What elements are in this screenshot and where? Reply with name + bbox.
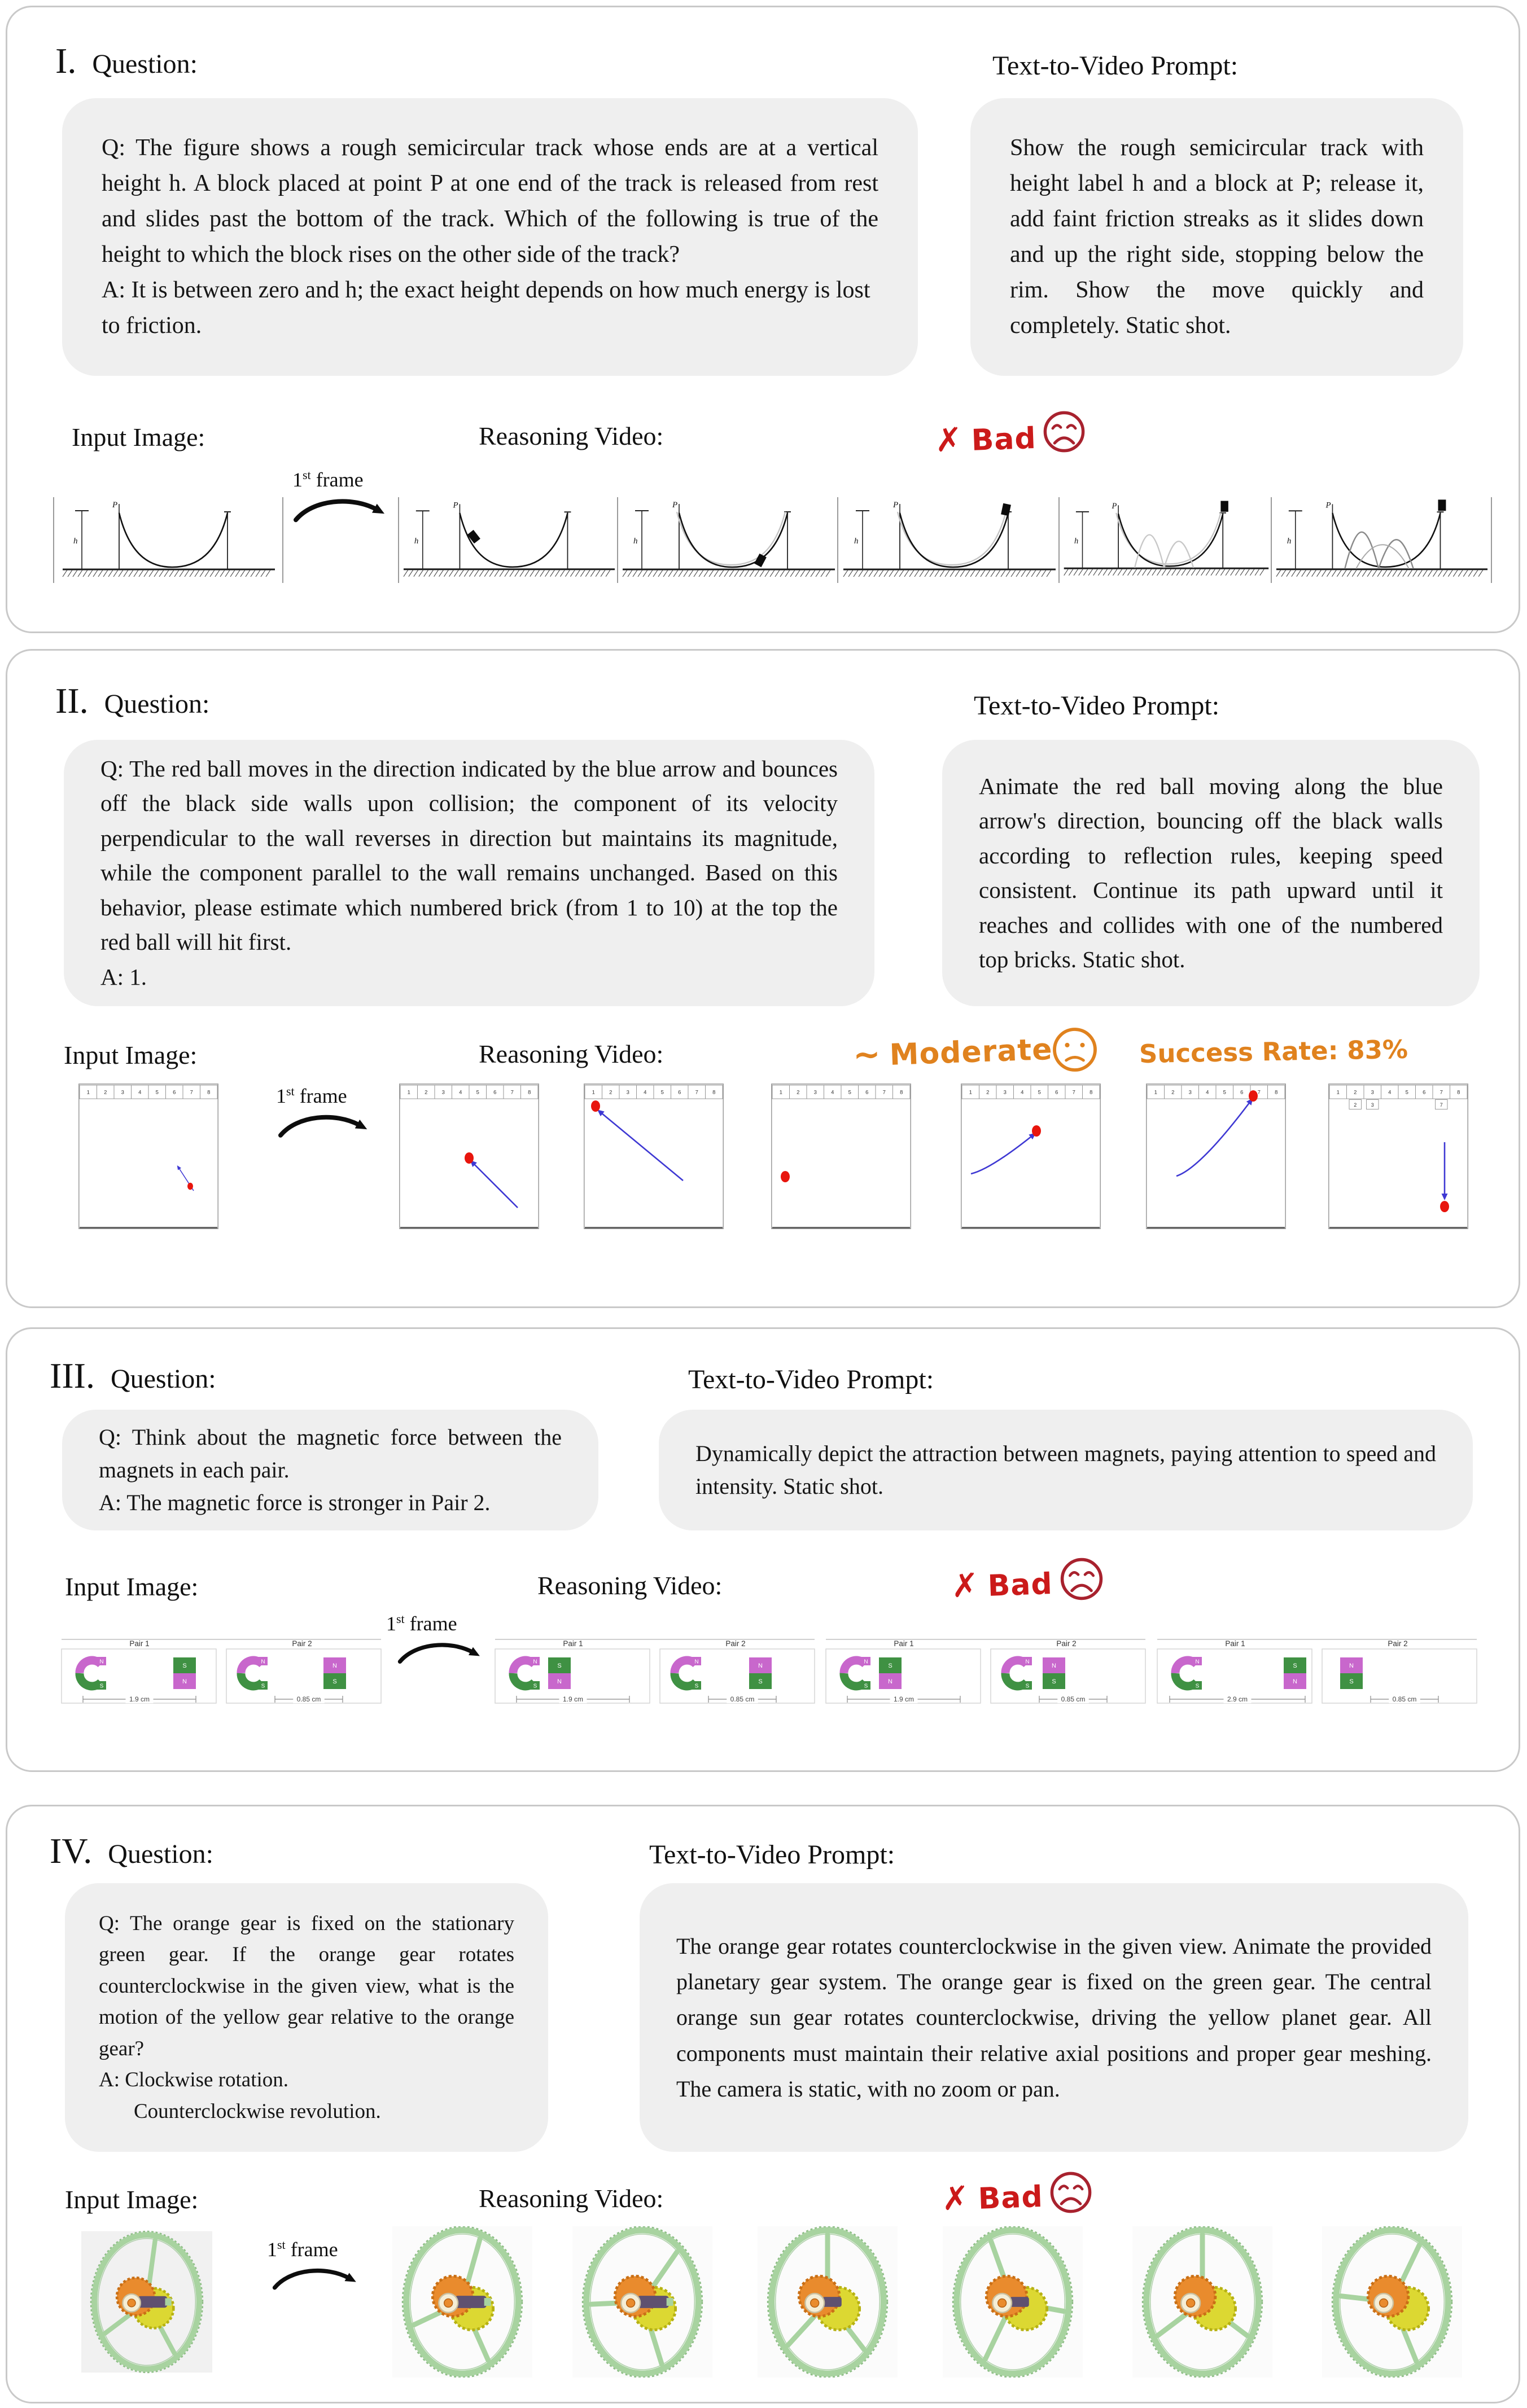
input-image-frame <box>60 1638 383 1710</box>
video-frame <box>1146 1084 1286 1229</box>
svg-text:1: 1 <box>1154 1089 1157 1096</box>
video-frame <box>391 2226 533 2378</box>
svg-text:7: 7 <box>1257 1089 1261 1096</box>
video-frame <box>571 2226 714 2378</box>
input-image-frame <box>78 1084 219 1229</box>
reasoning-video-label: Reasoning Video: <box>537 1571 723 1600</box>
first-frame-label: 1st frame <box>267 2238 338 2261</box>
svg-text:1: 1 <box>592 1089 595 1096</box>
panel-2-bouncing-ball <box>6 649 1520 1308</box>
svg-text:S: S <box>694 1683 699 1690</box>
svg-text:h: h <box>73 537 78 546</box>
svg-text:P: P <box>112 501 118 510</box>
video-frame <box>961 1084 1101 1229</box>
svg-text:P: P <box>1112 502 1117 511</box>
svg-text:5: 5 <box>155 1089 159 1096</box>
question-label: Question: <box>92 49 198 79</box>
svg-text:5: 5 <box>1223 1089 1226 1096</box>
panel-numeral: IV. <box>50 1831 93 1871</box>
svg-text:6: 6 <box>493 1089 497 1096</box>
svg-text:8: 8 <box>1275 1089 1278 1096</box>
svg-text:5: 5 <box>1405 1089 1408 1096</box>
svg-text:8: 8 <box>1457 1089 1460 1096</box>
answer-text: A: It is between zero and h; the exact height depends on how much energy is lost to friction. <box>102 277 870 339</box>
prompt-heading: Text-to-Video Prompt: <box>688 1365 934 1394</box>
video-frame <box>399 1084 539 1229</box>
cross-mark-icon: ✗ <box>950 1565 979 1606</box>
svg-text:P: P <box>1325 501 1331 510</box>
svg-text:S: S <box>888 1663 892 1669</box>
video-frame <box>1058 497 1272 583</box>
svg-text:6: 6 <box>678 1089 681 1096</box>
svg-text:7: 7 <box>190 1089 193 1096</box>
panel-numeral: I. <box>55 41 77 81</box>
svg-text:3: 3 <box>1371 1102 1374 1108</box>
question-label: Question: <box>110 1364 216 1394</box>
panel-3-magnets <box>6 1327 1520 1772</box>
prompt-text: Animate the red ball moving along the blue arrow's direction, bouncing off the black walls according to reflection rules, keeping speed consistent. Continue its path upward until it reaches and collides with one of the numbered top bricks. Static shot. <box>979 773 1443 972</box>
svg-text:3: 3 <box>1003 1089 1007 1096</box>
svg-text:2: 2 <box>609 1089 612 1096</box>
svg-text:Pair 2: Pair 2 <box>1056 1639 1077 1648</box>
svg-text:N: N <box>1052 1663 1056 1669</box>
frames-row <box>7 7 1519 631</box>
svg-text:h: h <box>414 536 419 546</box>
answer-text-2: Counterclockwise revolution. <box>134 2099 381 2123</box>
svg-text:2: 2 <box>797 1089 800 1096</box>
verdict-bad: ✗ Bad <box>934 420 1037 460</box>
reasoning-video-label: Reasoning Video: <box>479 1039 664 1068</box>
svg-text:1: 1 <box>86 1089 90 1096</box>
svg-text:N: N <box>533 1659 537 1665</box>
svg-text:6: 6 <box>1240 1089 1244 1096</box>
input-image-label: Input Image: <box>72 423 205 451</box>
svg-text:h: h <box>1287 536 1292 546</box>
svg-text:4: 4 <box>1021 1089 1024 1096</box>
svg-text:P: P <box>453 501 458 510</box>
svg-text:h: h <box>1074 536 1079 546</box>
svg-text:P: P <box>893 501 899 510</box>
svg-text:S: S <box>1349 1678 1354 1685</box>
svg-text:Pair 1: Pair 1 <box>1225 1639 1245 1648</box>
video-frame <box>617 497 838 583</box>
input-image-label: Input Image: <box>64 1041 198 1069</box>
video-frame <box>771 1084 911 1229</box>
svg-text:N: N <box>557 1678 562 1685</box>
svg-text:2: 2 <box>1171 1089 1175 1096</box>
svg-text:S: S <box>1052 1678 1056 1685</box>
prompt-text: Show the rough semicircular track with height label h and a block at P; release it, add faint friction streaks as it slides down and up the right side, stopping below the rim. Show the move quickly and completely. Static shot. <box>1010 135 1424 339</box>
svg-text:N: N <box>261 1659 265 1665</box>
tilde-mark-icon: ~ <box>852 1034 881 1074</box>
svg-text:5: 5 <box>848 1089 851 1096</box>
first-frame-label: 1st frame <box>292 468 364 491</box>
svg-text:1.9 cm: 1.9 cm <box>562 1695 584 1703</box>
svg-text:3: 3 <box>626 1089 629 1096</box>
svg-text:4: 4 <box>1388 1089 1392 1096</box>
svg-text:3: 3 <box>1371 1089 1374 1096</box>
svg-text:h: h <box>854 537 859 546</box>
svg-text:0.85 cm: 0.85 cm <box>1392 1695 1417 1703</box>
svg-text:4: 4 <box>459 1089 462 1096</box>
video-frame <box>942 2226 1084 2378</box>
svg-text:N: N <box>694 1659 699 1665</box>
success-rate-label: Success Rate: 83% <box>1139 1034 1408 1069</box>
reasoning-video-label: Reasoning Video: <box>479 2184 664 2213</box>
video-frame <box>1321 2226 1463 2378</box>
video-frame <box>398 497 618 583</box>
video-frame <box>584 1084 724 1229</box>
svg-text:7: 7 <box>510 1089 514 1096</box>
prompt-text: Dynamically depict the attraction between magnets, paying attention to speed and intensity. Static shot. <box>695 1441 1436 1499</box>
svg-text:2: 2 <box>986 1089 990 1096</box>
svg-text:N: N <box>758 1663 763 1669</box>
svg-text:7: 7 <box>1072 1089 1075 1096</box>
svg-text:4: 4 <box>1206 1089 1209 1096</box>
question-text: Q: Think about the magnetic force between the magnets in each pair. <box>99 1424 562 1482</box>
svg-text:2: 2 <box>1354 1089 1357 1096</box>
video-frame <box>1131 2226 1274 2378</box>
svg-text:7: 7 <box>1440 1089 1443 1096</box>
svg-text:3: 3 <box>441 1089 445 1096</box>
svg-text:Pair 1: Pair 1 <box>894 1639 914 1648</box>
svg-text:2: 2 <box>425 1089 428 1096</box>
question-text: Q: The orange gear is fixed on the stationary green gear. If the orange gear rotates counterclockwise in the given view, what is the motion of the yellow gear relative to the orange gear? <box>99 1911 514 2060</box>
svg-text:N: N <box>182 1678 187 1685</box>
svg-text:N: N <box>1025 1659 1030 1665</box>
svg-text:6: 6 <box>865 1089 869 1096</box>
svg-text:Pair 1: Pair 1 <box>129 1639 150 1648</box>
svg-text:8: 8 <box>712 1089 716 1096</box>
prompt-heading: Text-to-Video Prompt: <box>992 51 1239 81</box>
video-frame <box>1156 1638 1478 1710</box>
svg-text:S: S <box>332 1678 337 1685</box>
first-frame-label: 1st frame <box>276 1084 347 1107</box>
reasoning-video-label: Reasoning Video: <box>479 422 664 450</box>
svg-text:N: N <box>888 1678 892 1685</box>
frames-row <box>7 651 1519 1306</box>
verdict-bad: ✗ Bad <box>940 2178 1044 2218</box>
question-label: Question: <box>108 1839 213 1869</box>
svg-text:7: 7 <box>1440 1102 1443 1108</box>
svg-text:P: P <box>672 501 678 510</box>
svg-text:2: 2 <box>104 1089 107 1096</box>
svg-text:8: 8 <box>1090 1089 1093 1096</box>
cross-mark-icon: ✗ <box>934 420 963 460</box>
video-frame <box>1271 497 1492 583</box>
question-text: Q: The figure shows a rough semicircular track whose ends are at a vertical height h. A block placed at point P at one end of the track is released from rest and slides past the bottom of the track. Which of the following is true of the height to which the block rises on the other side of the track? <box>102 135 878 267</box>
input-image-label: Input Image: <box>65 1572 199 1601</box>
svg-text:4: 4 <box>644 1089 647 1096</box>
svg-text:8: 8 <box>207 1089 211 1096</box>
svg-text:5: 5 <box>1038 1089 1041 1096</box>
svg-text:S: S <box>99 1683 104 1690</box>
svg-text:S: S <box>557 1663 562 1669</box>
svg-text:1: 1 <box>969 1089 972 1096</box>
input-image-frame <box>53 497 283 583</box>
svg-text:2: 2 <box>1354 1102 1357 1108</box>
question-text: Q: The red ball moves in the direction indicated by the blue arrow and bounces off the black side walls upon collision; the component of its velocity perpendicular to the wall reverses in direction but maintains its magnitude, while the component parallel to the wall remains unchanged. Based on this behavior, please estimate which numbered brick (from 1 to 10) at the top the red ball will hit first. <box>100 755 838 955</box>
svg-text:S: S <box>1195 1683 1200 1690</box>
svg-text:6: 6 <box>1055 1089 1058 1096</box>
panel-numeral: III. <box>50 1356 95 1396</box>
svg-text:5: 5 <box>660 1089 664 1096</box>
video-frame <box>1328 1084 1468 1229</box>
prompt-text: The orange gear rotates counterclockwise in the given view. Animate the provided planetary gear system. The orange gear is fixed on the green gear. The central orange sun gear rotates counterclockwise, driving the yellow planet gear. All components must maintain their relative axial positions and proper gear meshing. The camera is static, with no zoom or pan. <box>676 1933 1432 2102</box>
svg-text:N: N <box>1349 1663 1354 1669</box>
svg-text:7: 7 <box>882 1089 886 1096</box>
video-frame <box>756 2226 899 2378</box>
frames-row <box>7 1806 1519 2402</box>
answer-text: A: The magnetic force is stronger in Pair 2. <box>99 1490 491 1515</box>
cross-mark-icon: ✗ <box>940 2178 970 2218</box>
svg-text:N: N <box>864 1659 868 1665</box>
svg-text:N: N <box>1195 1659 1200 1665</box>
svg-text:Pair 2: Pair 2 <box>1388 1639 1408 1648</box>
verdict-moderate: ~ Moderate <box>852 1032 1053 1074</box>
svg-text:Pair 2: Pair 2 <box>725 1639 746 1648</box>
svg-text:7: 7 <box>695 1089 698 1096</box>
svg-text:N: N <box>332 1663 337 1669</box>
svg-text:Pair 2: Pair 2 <box>292 1639 312 1648</box>
input-image-label: Input Image: <box>65 2185 199 2214</box>
svg-text:3: 3 <box>1188 1089 1192 1096</box>
svg-text:1.9 cm: 1.9 cm <box>129 1695 150 1703</box>
svg-text:4: 4 <box>831 1089 834 1096</box>
svg-text:S: S <box>1025 1683 1030 1690</box>
panel-numeral: II. <box>55 681 89 721</box>
svg-text:S: S <box>533 1683 537 1690</box>
svg-text:S: S <box>1293 1663 1297 1669</box>
svg-text:N: N <box>1293 1678 1297 1685</box>
svg-text:0.85 cm: 0.85 cm <box>730 1695 755 1703</box>
svg-text:6: 6 <box>173 1089 176 1096</box>
svg-text:8: 8 <box>900 1089 903 1096</box>
svg-text:S: S <box>758 1678 763 1685</box>
svg-text:0.85 cm: 0.85 cm <box>1061 1695 1086 1703</box>
svg-text:5: 5 <box>476 1089 479 1096</box>
svg-text:1: 1 <box>407 1089 410 1096</box>
svg-text:2.9 cm: 2.9 cm <box>1227 1695 1248 1703</box>
svg-text:4: 4 <box>138 1089 142 1096</box>
svg-text:1.9 cm: 1.9 cm <box>893 1695 915 1703</box>
first-frame-label: 1st frame <box>386 1612 457 1635</box>
answer-text: A: Clockwise rotation. <box>99 2068 289 2092</box>
video-frame <box>837 497 1060 583</box>
svg-text:3: 3 <box>813 1089 817 1096</box>
svg-text:h: h <box>633 537 638 546</box>
svg-text:S: S <box>864 1683 868 1690</box>
svg-text:6: 6 <box>1423 1089 1426 1096</box>
svg-text:8: 8 <box>528 1089 531 1096</box>
prompt-heading: Text-to-Video Prompt: <box>974 691 1220 721</box>
question-label: Question: <box>104 689 210 719</box>
svg-text:S: S <box>182 1663 187 1669</box>
video-frame <box>824 1638 1147 1710</box>
svg-text:1: 1 <box>779 1089 782 1096</box>
prompt-heading: Text-to-Video Prompt: <box>649 1840 895 1870</box>
svg-text:S: S <box>261 1683 265 1690</box>
svg-text:Pair 1: Pair 1 <box>563 1639 583 1648</box>
input-image-frame <box>81 2226 212 2378</box>
svg-text:N: N <box>99 1659 104 1665</box>
video-frame <box>493 1638 816 1710</box>
svg-text:3: 3 <box>121 1089 124 1096</box>
frames-row <box>7 1329 1519 1770</box>
svg-text:0.85 cm: 0.85 cm <box>296 1695 321 1703</box>
answer-text: A: 1. <box>100 963 147 990</box>
panel-4-planetary-gears <box>6 1805 1520 2403</box>
svg-text:1: 1 <box>1336 1089 1340 1096</box>
panel-1-semicircular-track <box>6 6 1520 633</box>
verdict-bad: ✗ Bad <box>950 1565 1053 1606</box>
